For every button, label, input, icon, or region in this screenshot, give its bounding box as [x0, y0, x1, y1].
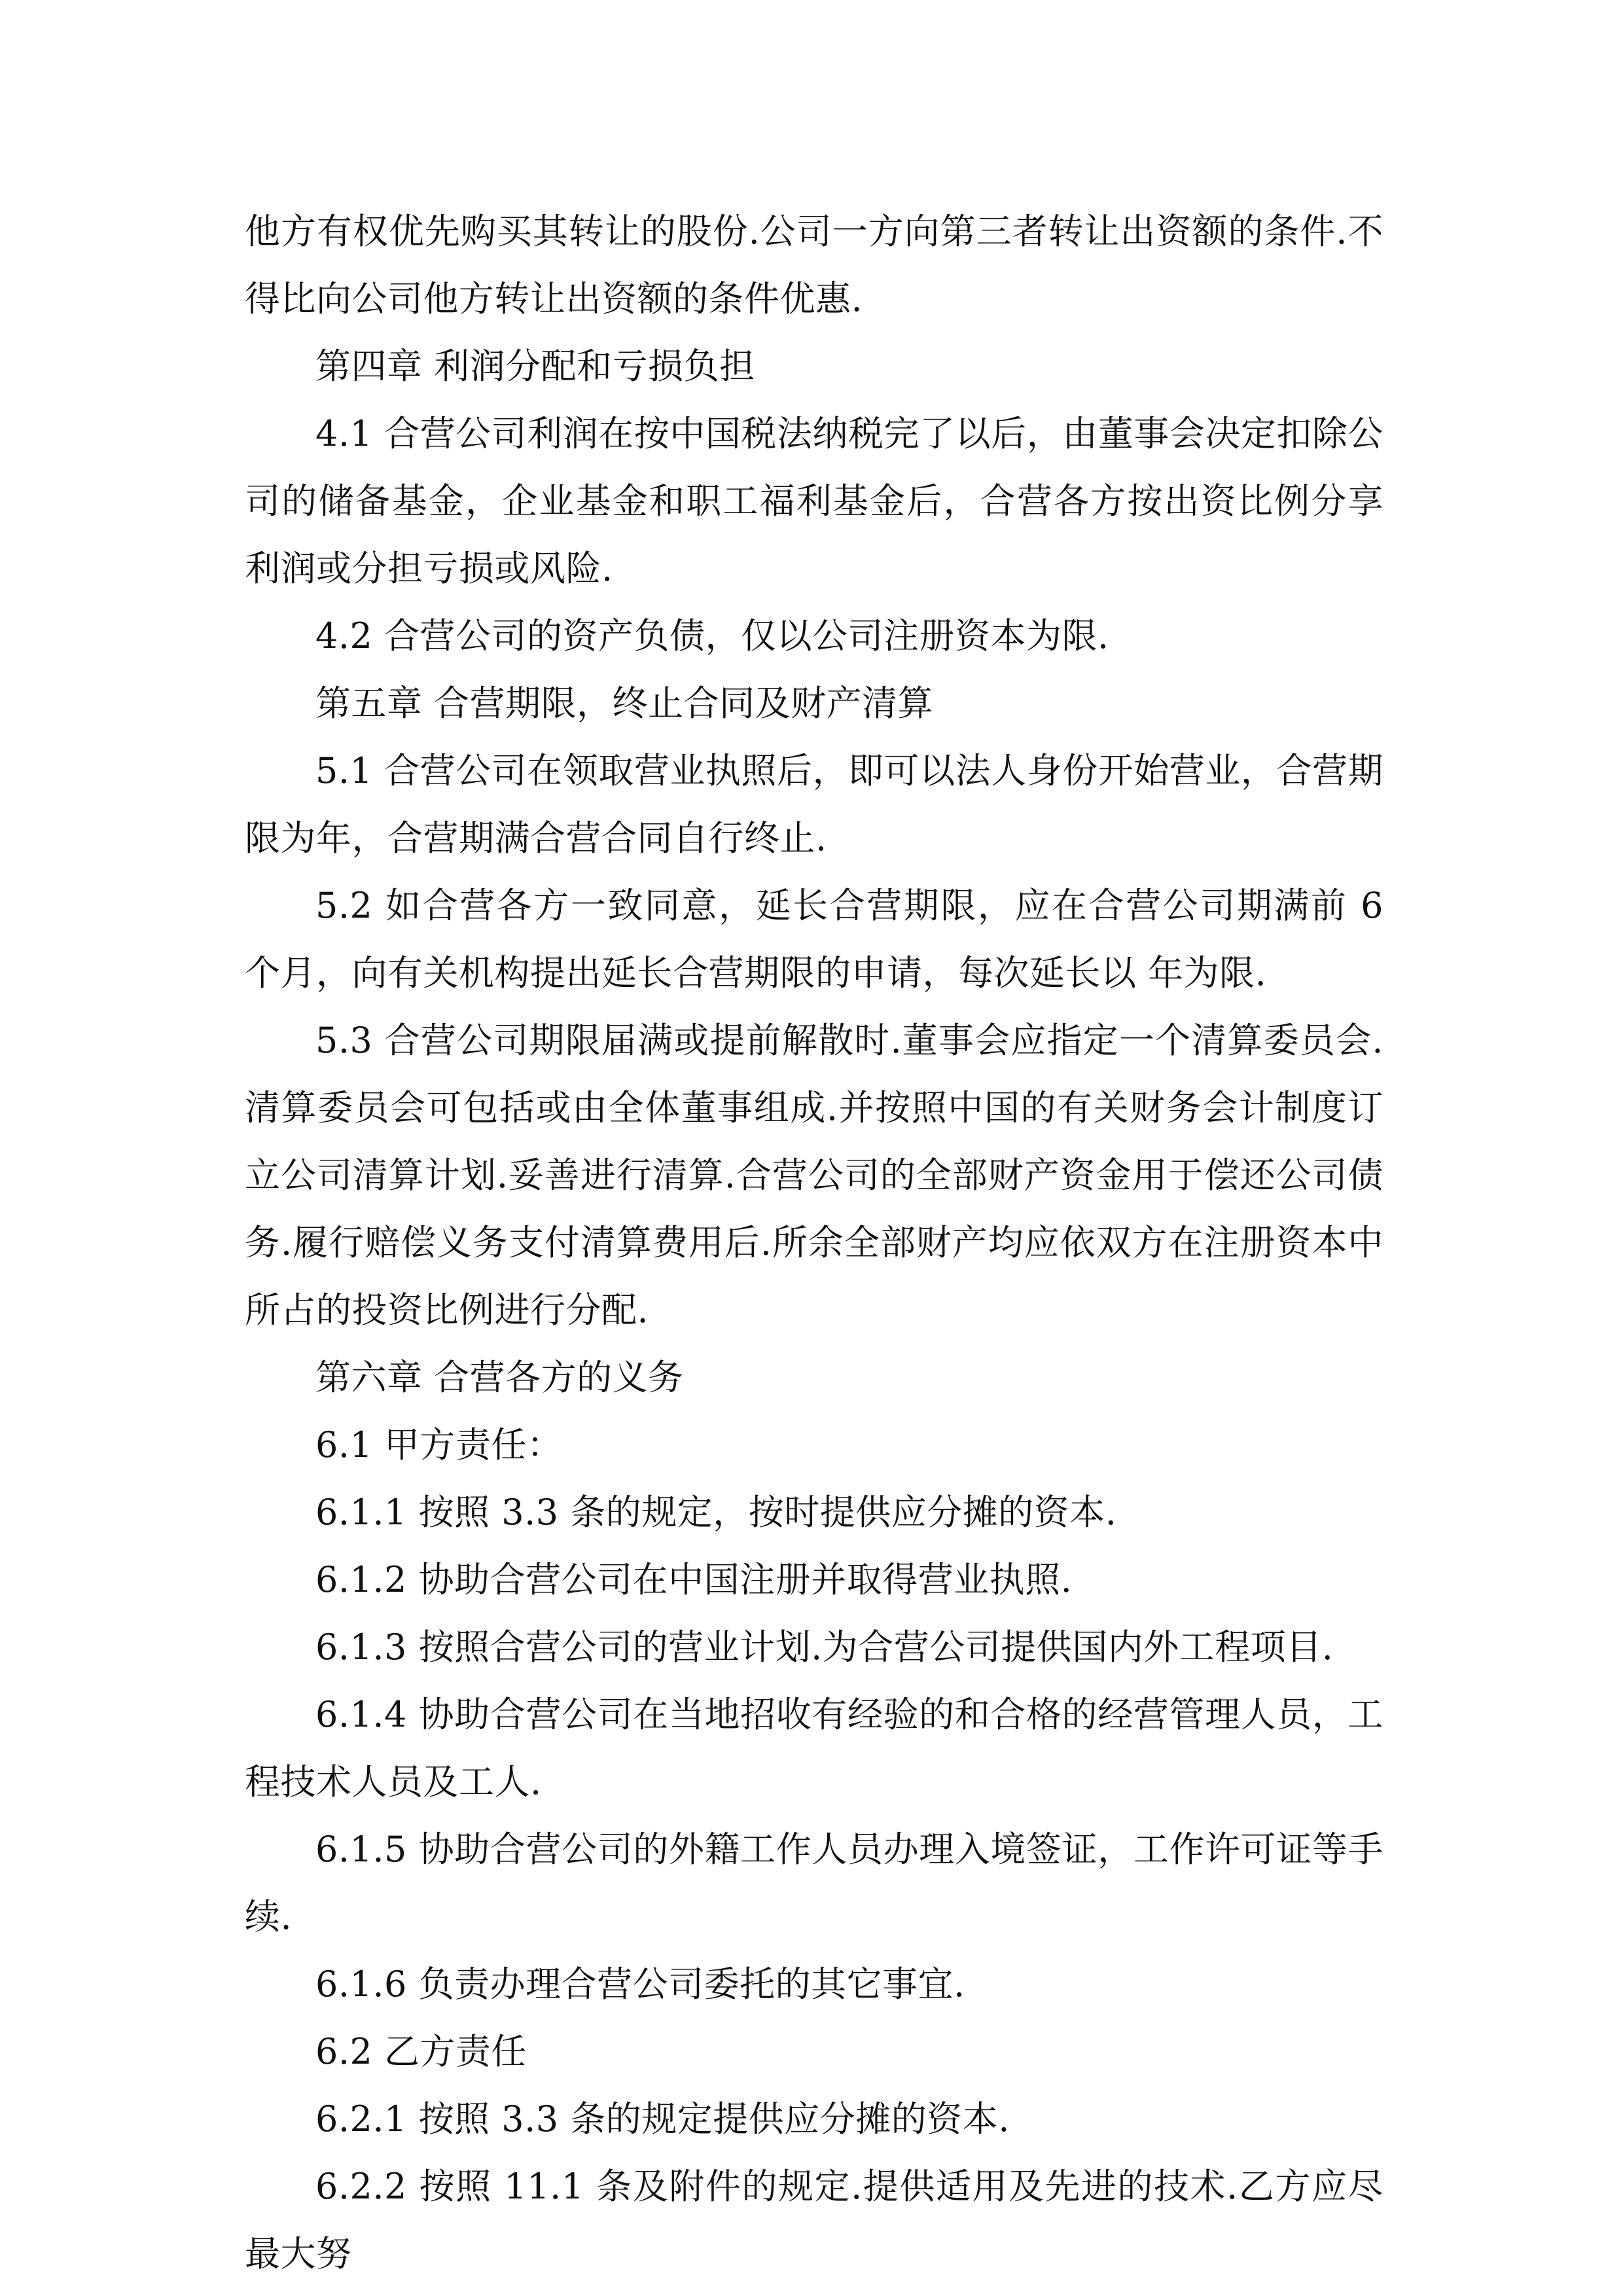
- chapter-6-heading: 第六章 合营各方的义务: [315, 1357, 684, 1398]
- clause-6-2: 6.2 乙方责任: [315, 2031, 527, 2072]
- clause-6-1-2: 6.1.2 协助合营公司在中国注册并取得营业执照.: [315, 1559, 1073, 1600]
- clause-6-1-6: 6.1.6 负责办理合营公司委托的其它事宜.: [315, 1964, 965, 2005]
- clause-4-2: 4.2 合营公司的资产负债，仅以公司注册资本为限.: [315, 615, 1109, 656]
- clause-5-2: 5.2 如合营各方一致同意，延长合营期限，应在合营公司期满前 6 个月，向有关机构提出延长合营期限的申请，每次延长以 年为限.: [245, 885, 1383, 994]
- clause-6-2-1: 6.2.1 按照 3.3 条的规定提供应分摊的资本.: [315, 2098, 1010, 2140]
- clause-6-2-2: 6.2.2 按照 11.1 条及附件的规定.提供适用及先进的技术.乙方应尽最大努: [245, 2166, 1383, 2274]
- clause-6-1-1: 6.1.1 按照 3.3 条的规定，按时提供应分摊的资本.: [315, 1492, 1117, 1533]
- clause-5-3: 5.3 合营公司期限届满或提前解散时.董事会应指定一个清算委员会.清算委员会可包括或由全体董事组成.并按照中国的有关财务会计制度订立公司清算计划.妥善进行清算.合营公司的全部财产资金用于偿还公司债务.履行赔偿义务支付清算费用后.所余全部财产均应依双方在注册资本中所占的投资比例进行分配.: [245, 1020, 1383, 1331]
- clause-4-1: 4.1 合营公司利润在按中国税法纳税完了以后，由董事会决定扣除公司的储备基金，企业基金和职工福利基金后，合营各方按出资比例分享利润或分担亏损或风险.: [245, 413, 1383, 589]
- chapter-5-heading: 第五章 合营期限，终止合同及财产清算: [315, 683, 934, 724]
- clause-6-1-4: 6.1.4 协助合营公司在当地招收有经验的和合格的经营管理人员，工程技术人员及工人.: [245, 1694, 1383, 1803]
- clause-6-1-3: 6.1.3 按照合营公司的营业计划.为合营公司提供国内外工程项目.: [315, 1626, 1334, 1668]
- clause-6-1: 6.1 甲方责任：: [315, 1424, 563, 1465]
- clause-5-1: 5.1 合营公司在领取营业执照后，即可以法人身份开始营业，合营期限为年，合营期满合营合同自行终止.: [245, 750, 1383, 859]
- paragraph-transfer-terms: 他方有权优先购买其转让的股份.公司一方向第三者转让出资额的条件.不得比向公司他方转让出资额的条件优惠.: [245, 211, 1383, 319]
- document-body: [245, 198, 1383, 2287]
- clause-6-1-5: 6.1.5 协助合营公司的外籍工作人员办理入境签证，工作许可证等手续.: [245, 1829, 1383, 1937]
- chapter-4-heading: 第四章 利润分配和亏损负担: [315, 346, 755, 387]
